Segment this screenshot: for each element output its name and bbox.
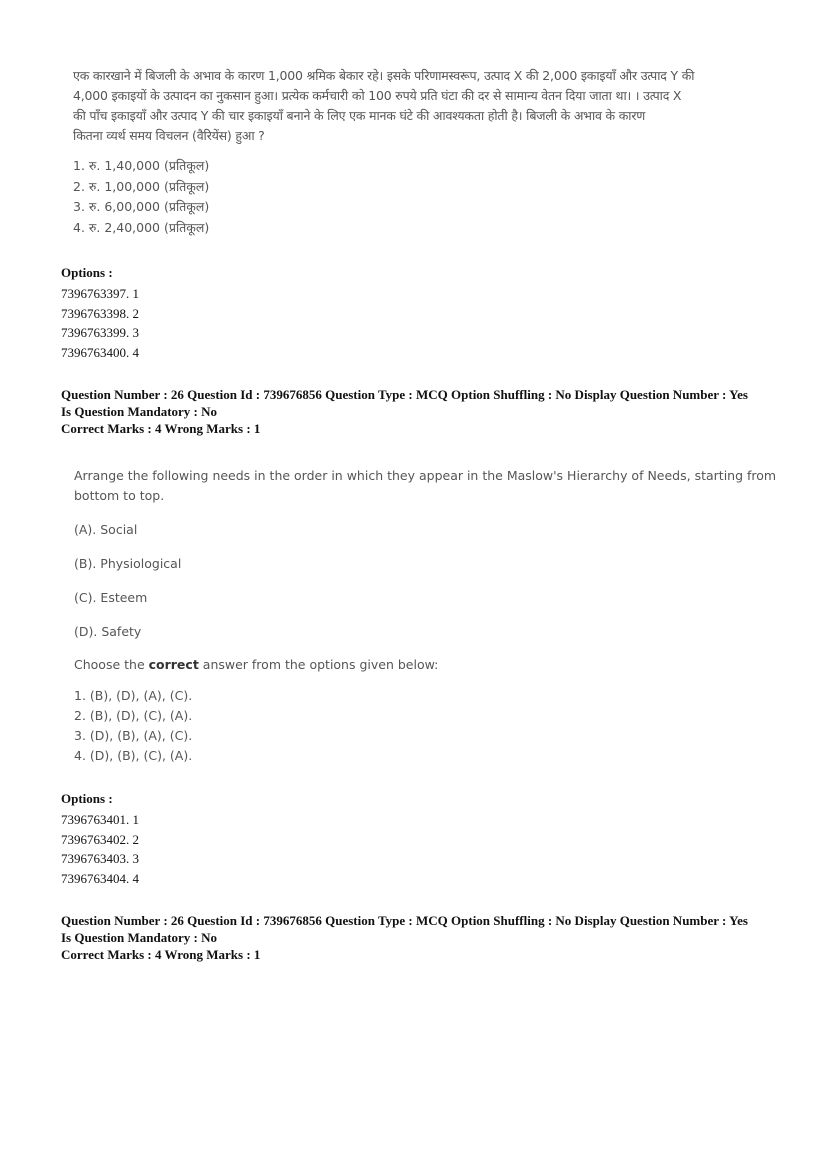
question-26-choice: 2. (B), (D), (C), (A). bbox=[74, 708, 193, 723]
option-row: 7396763401. 1 bbox=[61, 812, 139, 827]
question-26-stem bbox=[74, 466, 794, 506]
options-title: Options : bbox=[61, 791, 113, 806]
question-26-choice: 1. (B), (D), (A), (C). bbox=[74, 688, 193, 703]
option-row: 7396763402. 2 bbox=[61, 831, 139, 847]
question-26-choice: 4. (D), (B), (C), (A). bbox=[74, 748, 193, 763]
question-25-choice: 2. रु. 1,00,000 (प्रतिकूल) bbox=[73, 178, 210, 194]
instruction-emphasis: correct bbox=[148, 657, 199, 672]
question-26-stem-line: Arrange the following needs in the order in which they appear in the Maslow's Hierarchy of Needs, starting from bbox=[74, 468, 777, 483]
question-26-item: (A). Social bbox=[74, 522, 138, 537]
question-25-body bbox=[73, 66, 783, 238]
question-25-options bbox=[61, 264, 139, 363]
question-meta-line: Question Number : 26 Question Id : 739676856 Question Type : MCQ Option Shuffling : No Display Question Number : Yes bbox=[61, 913, 748, 928]
question-26-meta bbox=[61, 386, 748, 437]
question-26-body bbox=[74, 466, 794, 766]
option-row: 7396763397. 1 bbox=[61, 286, 139, 301]
instruction-text: answer from the options given below: bbox=[198, 657, 439, 672]
options-title: Options : bbox=[61, 265, 113, 280]
question-25-line: 4,000 इकाइयों के उत्पादन का नुकसान हुआ। प्रत्येक कर्मचारी को 100 रुपये प्रति घंटा की दर से सामान्य वेतन दिया जाता था। । उत्पाद X bbox=[73, 88, 682, 103]
question-26-choices bbox=[74, 686, 794, 766]
question-26-item: (C). Esteem bbox=[74, 590, 148, 605]
option-row: 7396763398. 2 bbox=[61, 305, 139, 321]
question-25-paragraph bbox=[73, 66, 783, 146]
question-next-meta bbox=[61, 912, 748, 963]
question-meta-line: Is Question Mandatory : No bbox=[61, 930, 218, 945]
question-meta-line: Is Question Mandatory : No bbox=[61, 404, 218, 419]
question-25-line: कितना व्यर्थ समय विचलन (वैरियेंस) हुआ ? bbox=[73, 128, 265, 143]
question-26-item: (B). Physiological bbox=[74, 556, 182, 571]
question-26-stem-line: bottom to top. bbox=[74, 488, 165, 503]
question-25-line: एक कारखाने में बिजली के अभाव के कारण 1,000 श्रमिक बेकार रहे। इसके परिणामस्वरूप, उत्पाद X की 2,000 इकाइयाँ और उत्पाद Y की bbox=[73, 68, 695, 83]
question-marks-line: Correct Marks : 4 Wrong Marks : 1 bbox=[61, 947, 261, 962]
question-marks-line: Correct Marks : 4 Wrong Marks : 1 bbox=[61, 421, 261, 436]
option-row: 7396763400. 4 bbox=[61, 345, 139, 361]
question-25-choice: 1. रु. 1,40,000 (प्रतिकूल) bbox=[73, 158, 210, 173]
question-26-instruction bbox=[74, 655, 794, 675]
question-26-item: (D). Safety bbox=[74, 624, 142, 639]
question-25-choice: 4. रु. 2,40,000 (प्रतिकूल) bbox=[73, 219, 210, 235]
question-26-choice: 3. (D), (B), (A), (C). bbox=[74, 728, 193, 743]
option-row: 7396763404. 4 bbox=[61, 871, 139, 887]
question-25-line: की पाँच इकाइयाँ और उत्पाद Y की चार इकाइयाँ बनाने के लिए एक मानक घंटे की आवश्यकता होती है। बिजली के अभाव के कारण bbox=[73, 108, 646, 123]
question-meta-line: Question Number : 26 Question Id : 739676856 Question Type : MCQ Option Shuffling : No Display Question Number : Yes bbox=[61, 387, 748, 402]
question-25-choices bbox=[73, 156, 783, 238]
question-25-choice: 3. रु. 6,00,000 (प्रतिकूल) bbox=[73, 199, 210, 214]
question-26-options bbox=[61, 790, 139, 889]
option-row: 7396763399. 3 bbox=[61, 325, 139, 341]
instruction-text: Choose the bbox=[74, 657, 149, 672]
option-row: 7396763403. 3 bbox=[61, 851, 139, 867]
